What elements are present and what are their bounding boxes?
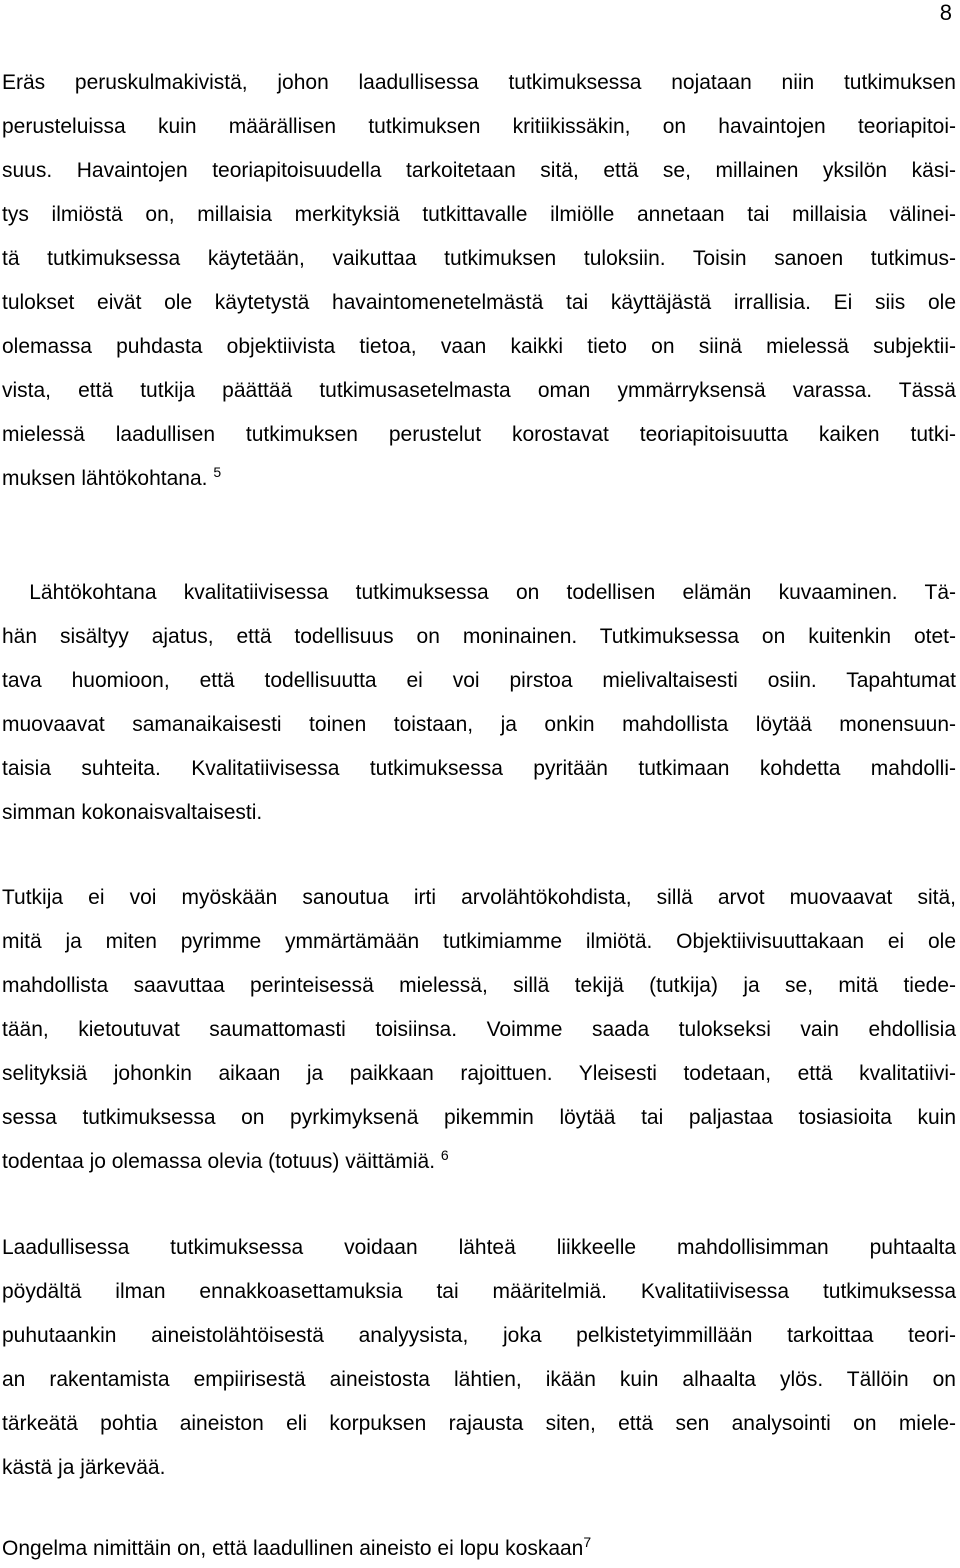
text-line: an rakentamista empiirisestä aineistosta lähtien, ikään kuin alhaalta ylös. Tällöin on bbox=[2, 1368, 956, 1391]
footnote-marker: 6 bbox=[440, 1147, 449, 1163]
text-line: muovaavat samanaikaisesti toinen toistaan, ja onkin mahdollista löytää monensuun- bbox=[2, 713, 956, 736]
text-line: vista, että tutkija päättää tutkimusasetelmasta oman ymmärryksensä varassa. Tässä bbox=[2, 379, 956, 402]
footnote-marker: 7 bbox=[583, 1534, 592, 1550]
text-line: tys ilmiöstä on, millaisia merkityksiä tutkittavalle ilmiölle annetaan tai millaisia välinei- bbox=[2, 203, 956, 226]
text-line: hän sisältyy ajatus, että todellisuus on moninainen. Tutkimuksessa on kuitenkin otet- bbox=[2, 625, 956, 648]
text-line-content: todentaa jo olemassa olevia (totuus) väittämiä. bbox=[2, 1150, 441, 1173]
text-line: perusteluissa kuin määrällisen tutkimuksen kritiikissäkin, on havaintojen teoriapitoi- bbox=[2, 115, 956, 138]
text-line bbox=[2, 1140, 956, 1184]
text-line bbox=[2, 457, 956, 501]
text-line: Laadullisessa tutkimuksessa voidaan lähteä liikkeelle mahdollisimman puhtaalta bbox=[2, 1236, 956, 1259]
paragraph-5 bbox=[2, 1531, 956, 1567]
text-line: mielessä laadullisen tutkimuksen perustelut korostavat teoriapitoisuutta kaiken tutki- bbox=[2, 423, 956, 446]
text-line: suus. Havaintojen teoriapitoisuudella tarkoitetaan sitä, että se, millainen yksilön käsi- bbox=[2, 159, 956, 182]
text-line: Eräs peruskulmakivistä, johon laadullisessa tutkimuksessa nojataan niin tutkimuksen bbox=[2, 71, 956, 94]
paragraph-3 bbox=[2, 876, 956, 1184]
text-line: puhutaankin aineistolähtöisestä analyysista, joka pelkistetyimmillään tarkoittaa teori- bbox=[2, 1324, 956, 1347]
text-line: tään, kietoutuvat saumattomasti toisiinsa. Voimme saada tulokseksi vain ehdollisia bbox=[2, 1018, 956, 1041]
text-line-content: muksen lähtökohtana. bbox=[2, 467, 208, 490]
text-line: olemassa puhdasta objektiivista tietoa, vaan kaikki tieto on siinä mielessä subjektii- bbox=[2, 335, 956, 358]
text-line: sessa tutkimuksessa on pyrkimyksenä pikemmin löytää tai paljastaa tosiasioita kuin bbox=[2, 1106, 956, 1129]
text-line: kästä ja järkevää. bbox=[2, 1456, 166, 1479]
paragraph-1 bbox=[2, 61, 956, 501]
text-line: mahdollista saavuttaa perinteisessä mielessä, sillä tekijä (tutkija) ja se, mitä tiede- bbox=[2, 974, 956, 997]
text-line: pöydältä ilman ennakkoasettamuksia tai määritelmiä. Kvalitatiivisessa tutkimuksessa bbox=[2, 1280, 956, 1303]
text-line-content: Ongelma nimittäin on, että laadullinen aineisto ei lopu koskaan bbox=[2, 1537, 584, 1560]
paragraph-2 bbox=[2, 571, 956, 835]
page-number: 8 bbox=[939, 0, 952, 25]
text-line: simman kokonaisvaltaisesti. bbox=[2, 801, 263, 824]
text-line: taisia suhteita. Kvalitatiivisessa tutkimuksessa pyritään tutkimaan kohdetta mahdolli- bbox=[2, 757, 956, 780]
footnote-marker: 5 bbox=[213, 464, 222, 480]
text-line: selityksiä johonkin aikaan ja paikkaan rajoittuen. Yleisesti todetaan, että kvalitatiivi- bbox=[2, 1062, 956, 1085]
paragraph-4 bbox=[2, 1226, 956, 1490]
text-line: tulokset eivät ole käytetystä havaintomenetelmästä tai käyttäjästä irrallisia. Ei siis ole bbox=[2, 291, 956, 314]
text-line: Lähtökohtana kvalitatiivisessa tutkimuksessa on todellisen elämän kuvaaminen. Tä- bbox=[2, 581, 956, 604]
text-line: tava huomioon, että todellisuutta ei voi pirstoa mielivaltaisesti osiin. Tapahtumat bbox=[2, 669, 956, 692]
text-line: tä tutkimuksessa käytetään, vaikuttaa tutkimuksen tuloksiin. Toisin sanoen tutkimus- bbox=[2, 247, 956, 270]
text-line: Tutkija ei voi myöskään sanoutua irti arvolähtökohdista, sillä arvot muovaavat sitä, bbox=[2, 886, 956, 909]
text-line: tärkeätä pohtia aineiston eli korpuksen rajausta siten, että sen analysointi on miele- bbox=[2, 1412, 956, 1435]
text-line bbox=[2, 1531, 956, 1567]
text-line: mitä ja miten pyrimme ymmärtämään tutkimiamme ilmiötä. Objektiivisuuttakaan ei ole bbox=[2, 930, 956, 953]
